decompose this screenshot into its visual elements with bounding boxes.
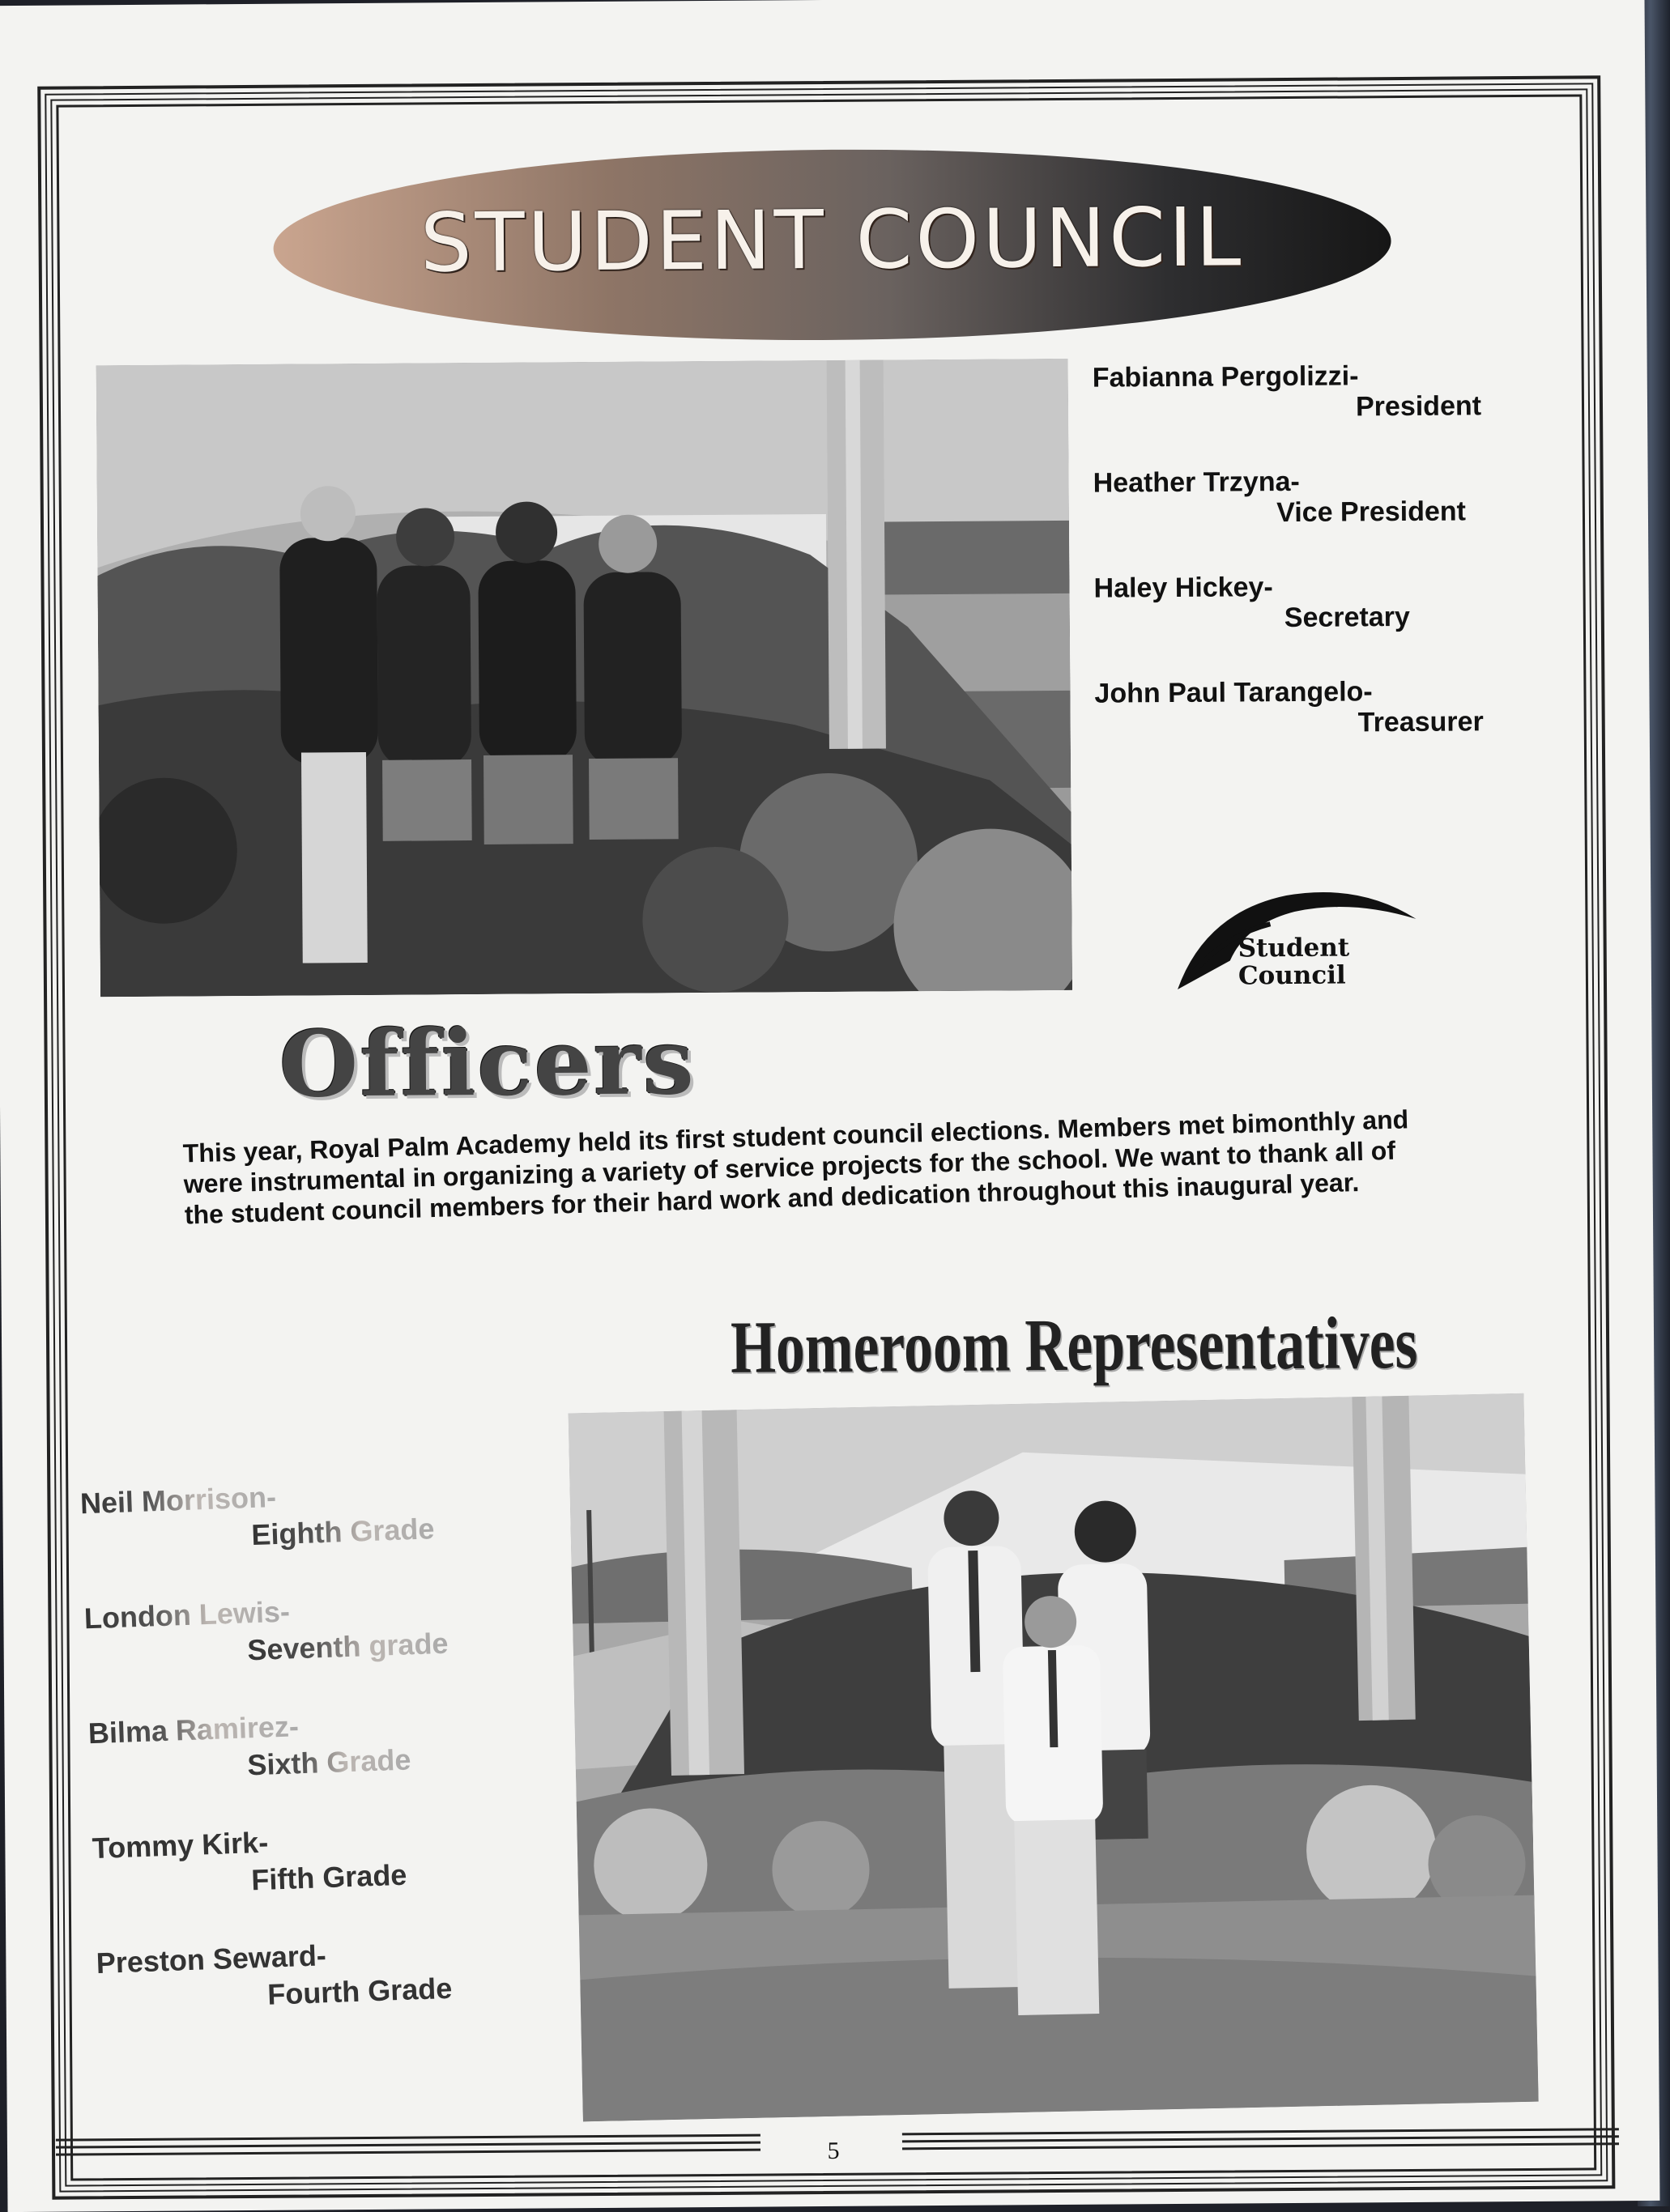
page-title: STUDENT COUNCIL: [420, 189, 1245, 291]
rep-entry: [96, 1932, 521, 2061]
rep-grade: Fifth Grade: [250, 1857, 407, 1897]
rep-grade: Fourth Grade: [266, 1971, 453, 2011]
representatives-list: [79, 1472, 520, 2061]
rep-entry: [92, 1817, 517, 1946]
officer-entry: [1094, 675, 1484, 783]
rep-grade: Seventh grade: [246, 1626, 449, 1667]
page-number: 5: [827, 2137, 840, 2165]
rep-grade: Sixth Grade: [246, 1742, 412, 1782]
officers-heading: Officers: [279, 1009, 697, 1118]
homeroom-photo: [569, 1393, 1539, 2122]
officers-list: [1093, 359, 1485, 783]
rep-name: Tommy Kirk-: [92, 1825, 269, 1865]
rep-name: Neil Morrison-: [79, 1480, 277, 1521]
officer-entry: [1093, 570, 1483, 678]
officers-photo: [96, 359, 1072, 997]
homeroom-heading: Homeroom Representatives: [730, 1300, 1418, 1389]
rep-entry: [83, 1587, 509, 1716]
officer-entry: [1093, 465, 1483, 572]
rep-name: London Lewis-: [83, 1594, 291, 1636]
rep-name: Bilma Ramirez-: [87, 1709, 300, 1750]
rep-entry: [87, 1702, 513, 1831]
officer-name: Heather Trzyna-: [1093, 466, 1300, 499]
rep-entry: [79, 1472, 505, 1602]
officer-role: Secretary: [1284, 601, 1410, 634]
rep-grade: Eighth Grade: [250, 1512, 436, 1552]
officer-role: Vice President: [1276, 496, 1467, 529]
officer-role: Treasurer: [1357, 706, 1484, 738]
officer-name: Haley Hickey-: [1093, 572, 1273, 604]
rep-name: Preston Seward-: [96, 1938, 327, 1980]
officer-entry: [1093, 359, 1482, 467]
officer-role: President: [1355, 390, 1482, 423]
student-council-logo-text: Student Council: [1238, 933, 1350, 991]
intro-paragraph: This year, Royal Palm Academy held its first student council elections. Members met bimonthly and were instrumental in organizing a variety of service projects for the school. We want to thank all of the student council members for their hard work and dedication throughout this inaugural year.: [182, 1104, 1409, 1230]
officer-name: Fabianna Pergolizzi-: [1092, 360, 1359, 393]
officer-name: John Paul Tarangelo-: [1094, 676, 1373, 709]
